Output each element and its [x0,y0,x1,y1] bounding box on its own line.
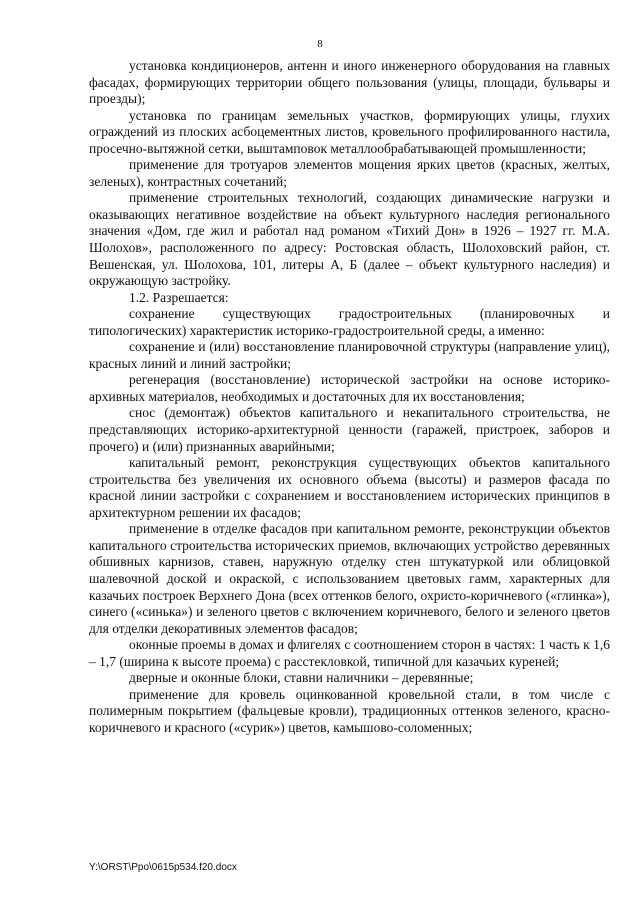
page-number: 8 [317,38,323,50]
paragraph: применение строительных технологий, создающих динамические нагрузки и оказывающих негативное воздействие на объект культурного наследия регионального значения «Дом, где жил и работал над романом «Тихий Дон» в 1926 – 1927 гг. М.А. Шолохов», расположенного по адресу: Ростовская область, Шолоховский район, ст. Вешенская, ул. Шолохова, 101, литеры А, Б (далее – объект культурного наследия) и окружающую застройку. [89,190,610,289]
section-heading: 1.2. Разрешается: [129,289,229,305]
paragraph: сохранение и (или) восстановление планировочной структуры (направление улиц), красных линий и линий застройки; [89,339,610,371]
paragraph: установка по границам земельных участков, формирующих улицы, глухих ограждений из плоских асбоцементных листов, кровельного профилированного настила, просечно-вытяжной сетки, выштамповок металлообрабатывающей промышленности; [89,107,610,156]
paragraph: установка кондиционеров, антенн и иного инженерного оборудования на главных фасадах, формирующих территории общего пользования (улицы, площади, бульвары и проезды); [89,58,610,107]
paragraph: капитальный ремонт, реконструкция существующих объектов капитального строительства без увеличения их основного объема (высоты) и размеров фасада по красной линии застройки с сохранением и восстановлением исторических принципов в архитектурном решении их фасадов; [89,455,610,520]
paragraph: применение для кровель оцинкованной кровельной стали, в том числе с полимерным покрытием (фальцевые кровли), традиционных оттенков зеленого, красно-коричневого и красного («сурик») цветов, камышово-соломенных; [89,686,610,735]
paragraph: снос (демонтаж) объектов капитального и некапитального строительства, не представляющих историко-архитектурной ценности (гаражей, пристроек, заборов и прочего) и (или) признанных аварийными; [89,405,610,454]
paragraph: применение для тротуаров элементов мощения ярких цветов (красных, желтых, зеленых), контрастных сочетаний; [89,157,610,189]
document-body [89,58,610,736]
footer-file-path: Y:\ORST\Ppo\0615p534.f20.docx [89,862,237,873]
paragraph: дверные и оконные блоки, ставни наличники – деревянные; [129,670,474,686]
paragraph: оконные проемы в домах и флигелях с соотношением сторон в частях: 1 часть к 1,6 – 1,7 (ширина к высоте проема) с расстекловкой, типичной для казачьих куреней; [89,637,610,669]
paragraph: регенерация (восстановление) исторической застройки на основе историко-архивных материалов, необходимых и достаточных для их восстановления; [89,372,610,404]
paragraph: сохранение существующих градостроительных (планировочных и типологических) характеристик историко-градостроительной среды, а именно: [89,306,610,338]
paragraph: применение в отделке фасадов при капитальном ремонте, реконструкции объектов капитального строительства исторических приемов, включающих устройство деревянных обшивных карнизов, ставен, наружную отделку стен штукатуркой или облицовкой шалевочной доской и окраской, с использованием цветовых гамм, характерных для казачьих построек Верхнего Дона (всех оттенков белого, охристо-коричневого («глинка»), синего («синька») и зеленого цветов с включением коричневого, белого и зеленого цветов для отделки декоративных элементов фасадов; [89,521,610,636]
